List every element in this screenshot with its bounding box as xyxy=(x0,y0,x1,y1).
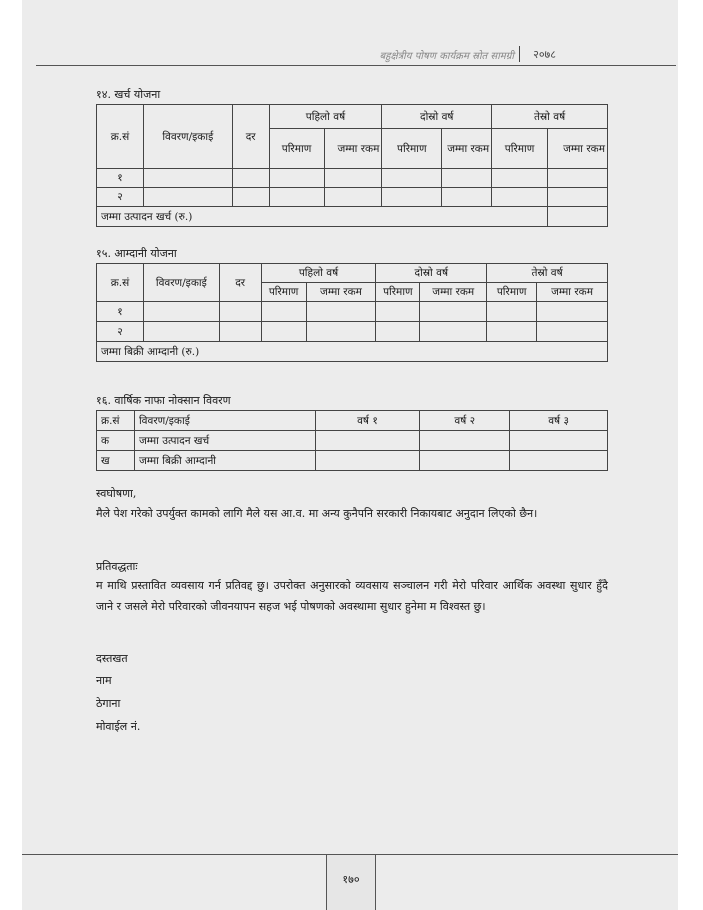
row-serial: १ xyxy=(97,169,144,188)
col-year-2: दोस्रो वर्ष xyxy=(376,264,487,283)
expense-plan-table xyxy=(96,104,608,227)
table-row xyxy=(97,302,608,322)
signature-label: दस्तखत xyxy=(96,652,128,665)
section-14-title: १४. खर्च योजना xyxy=(96,88,161,101)
col-year-2: वर्ष २ xyxy=(420,411,510,431)
col-quantity: परिमाण xyxy=(376,283,420,302)
col-serial: क्र.सं xyxy=(97,264,144,302)
row-description: जम्मा उत्पादन खर्च xyxy=(134,431,315,451)
row-serial: ख xyxy=(97,451,135,471)
table-row xyxy=(97,431,608,451)
col-amount: जम्मा रकम xyxy=(420,283,487,302)
col-quantity: परिमाण xyxy=(261,283,306,302)
col-year-3: तेस्रो वर्ष xyxy=(487,264,608,283)
col-amount: जम्मा रकम xyxy=(442,129,492,169)
declaration-text: मैले पेश गरेको उपर्युक्त कामको लागि मैले यस आ.व. मा अन्य कुनैपनि सरकारी निकायबाट अनुदान लिएको छैन। xyxy=(96,507,538,520)
table-row xyxy=(97,451,608,471)
col-amount: जम्मा रकम xyxy=(537,283,608,302)
col-description: विवरण/इकाई xyxy=(134,411,315,431)
col-amount: जम्मा रकम xyxy=(548,129,608,169)
row-serial: २ xyxy=(97,322,144,342)
col-year-2: दोस्रो वर्ष xyxy=(382,105,492,129)
header-divider xyxy=(519,46,520,62)
address-label: ठेगाना xyxy=(96,697,121,710)
row-serial: २ xyxy=(97,188,144,207)
col-quantity: परिमाण xyxy=(382,129,442,169)
table-row xyxy=(97,169,608,188)
row-description: जम्मा बिक्री आम्दानी xyxy=(134,451,315,471)
col-serial: क्र.सं xyxy=(97,105,144,169)
total-label: जम्मा उत्पादन खर्च (रु.) xyxy=(97,207,548,227)
section-16-title: १६. वार्षिक नाफा नोक्सान विवरण xyxy=(96,394,231,407)
col-description: विवरण/इकाई xyxy=(143,264,219,302)
col-rate: दर xyxy=(232,105,269,169)
col-quantity: परिमाण xyxy=(492,129,548,169)
header-text: बहुक्षेत्रीय पोषण कार्यक्रम स्रोत सामग्री xyxy=(379,51,514,62)
section-15-title: १५. आम्दानी योजना xyxy=(96,247,177,260)
income-plan-table xyxy=(96,263,608,362)
col-year-1: पहिलो वर्ष xyxy=(269,105,382,129)
col-serial: क्र.सं xyxy=(97,411,135,431)
profit-loss-table xyxy=(96,410,608,471)
page-number: १७० xyxy=(342,873,360,886)
col-year-3: तेस्रो वर्ष xyxy=(492,105,608,129)
header-year: २०७८ xyxy=(533,48,556,61)
page-header xyxy=(36,44,676,66)
col-quantity: परिमाण xyxy=(487,283,537,302)
col-year-3: वर्ष ३ xyxy=(510,411,608,431)
table-row xyxy=(97,322,608,342)
declaration-title: स्वघोषणा, xyxy=(96,487,137,500)
table-row xyxy=(97,188,608,207)
row-serial: १ xyxy=(97,302,144,322)
commitment-title: प्रतिवद्धताः xyxy=(96,560,138,573)
col-description: विवरण/इकाई xyxy=(143,105,232,169)
total-row xyxy=(97,207,608,227)
total-row xyxy=(97,342,608,362)
name-label: नाम xyxy=(96,674,112,687)
mobile-label: मोवाईल नं. xyxy=(96,720,141,733)
col-year-1: पहिलो वर्ष xyxy=(261,264,376,283)
col-rate: दर xyxy=(219,264,261,302)
total-label: जम्मा बिक्री आम्दानी (रु.) xyxy=(97,342,608,362)
col-year-1: वर्ष १ xyxy=(315,411,420,431)
row-serial: क xyxy=(97,431,135,451)
col-amount: जम्मा रकम xyxy=(324,129,382,169)
col-quantity: परिमाण xyxy=(269,129,324,169)
commitment-text: म माथि प्रस्तावित व्यवसाय गर्न प्रतिवद्द छु। उपरोक्त अनुसारको व्यवसाय सञ्चालन गरी मेरो परिवार आर्थिक अवस्था सुधार हुँदै जाने र जसले मेरो परिवारको जीवनयापन सहज भई पोषणको अवस्थामा सुधार हुनेमा म विश्वस्त छु। xyxy=(96,579,608,613)
col-amount: जम्मा रकम xyxy=(306,283,376,302)
